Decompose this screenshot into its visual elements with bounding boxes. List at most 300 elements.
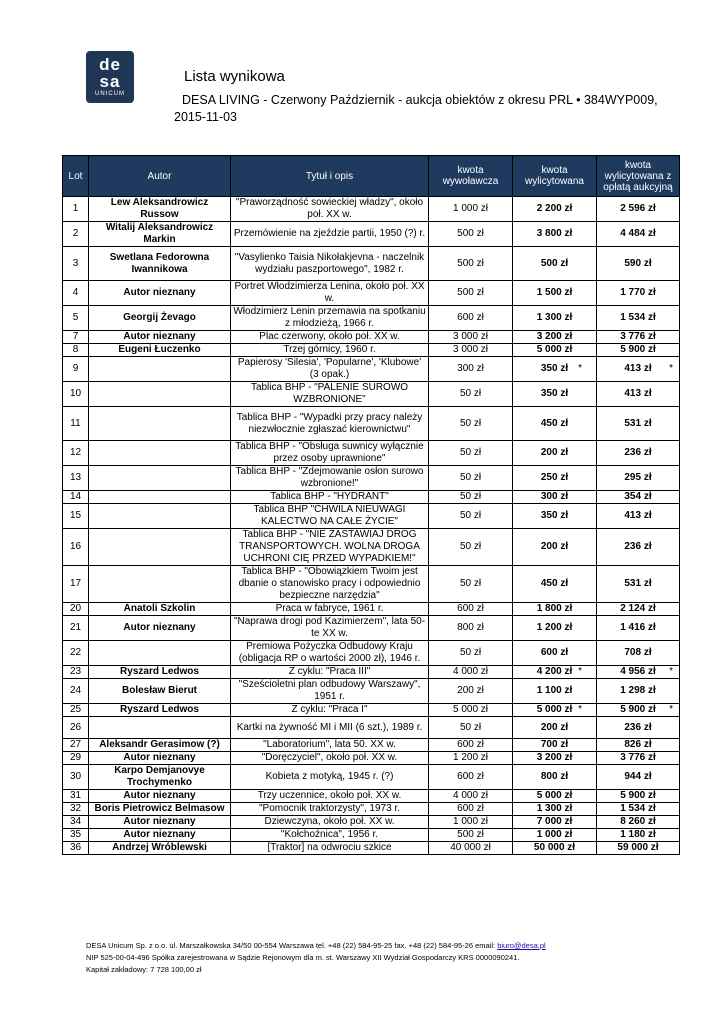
title-cell-text: Tablica BHP - "NIE ZASTAWIAJ DRÓG TRANSPORTOWYCH. WOLNA DROGA UCHRONI CIĘ PRZED WYPADKIEM!" <box>239 529 420 564</box>
author-cell <box>89 441 231 466</box>
start-price-cell <box>429 197 513 222</box>
start-price-cell <box>429 357 513 382</box>
lot-cell <box>63 803 89 816</box>
lot-cell-text: 16 <box>69 541 82 552</box>
table-row <box>63 679 680 704</box>
final-price-cell <box>597 247 680 281</box>
final-price-cell <box>597 816 680 829</box>
lot-cell <box>63 357 89 382</box>
lot-cell-text: 34 <box>69 816 82 827</box>
hammer-price-cell-text: 7 000 zł <box>536 816 573 827</box>
lot-cell-text: 13 <box>69 472 82 483</box>
hammer-price-cell-text: 2 200 zł <box>536 203 573 214</box>
final-price-cell-text: 295 zł <box>624 472 652 483</box>
author-cell <box>89 382 231 407</box>
title-cell-text: Kartki na żywność MI i MII (6 szt.), 1989 r. <box>236 721 423 733</box>
lot-cell-text: 27 <box>69 739 82 750</box>
column-header-lot: Lot <box>63 156 89 197</box>
start-price-cell-text: 3 000 zł <box>452 344 489 355</box>
final-price-cell-text: 236 zł <box>624 541 652 552</box>
title-cell-text: Portret Włodzimierza Lenina, około poł. XX w. <box>234 281 425 304</box>
start-price-cell-text: 1 000 zł <box>452 203 489 214</box>
table-row <box>63 247 680 281</box>
column-header-start-price: kwota wywoławcza <box>429 156 513 197</box>
hammer-price-cell-text: 350 zł <box>540 388 569 399</box>
start-price-cell-text: 600 zł <box>457 312 484 323</box>
author-cell-text: Autor nieznany <box>123 829 196 840</box>
author-cell <box>89 281 231 306</box>
title-cell-text: Papierosy 'Silesia', 'Popularne', 'Klubowe' (3 opak.) <box>237 357 422 380</box>
author-cell-text: Autor nieznany <box>123 752 196 763</box>
final-price-cell <box>597 752 680 765</box>
title-cell <box>231 641 429 666</box>
lot-cell <box>63 765 89 790</box>
final-price-cell <box>597 382 680 407</box>
title-cell-text: Tablica BHP - "Obowiązkiem Twoim jest dbanie o stanowisko pracy i odpowiednio bezpieczne narzędzia" <box>238 566 421 601</box>
author-cell-text: Autor nieznany <box>123 622 196 633</box>
author-cell <box>89 842 231 855</box>
table-row <box>63 765 680 790</box>
start-price-cell-text: 4 000 zł <box>452 666 489 677</box>
hammer-price-cell-text: 350 zł <box>540 510 569 521</box>
final-price-cell-text: 1 534 zł <box>620 803 656 814</box>
lot-cell <box>63 641 89 666</box>
hammer-price-cell <box>513 247 597 281</box>
lot-cell <box>63 529 89 566</box>
lot-cell <box>63 603 89 616</box>
hammer-price-cell <box>513 197 597 222</box>
start-price-cell-text: 50 zł <box>459 510 482 521</box>
author-cell <box>89 704 231 717</box>
hammer-price-cell <box>513 829 597 842</box>
hammer-price-cell-text: 200 zł <box>540 721 569 733</box>
author-cell <box>89 529 231 566</box>
start-price-cell-text: 50 zł <box>459 541 482 552</box>
lot-cell <box>63 197 89 222</box>
final-price-cell <box>597 842 680 855</box>
final-price-cell <box>597 344 680 357</box>
table-row <box>63 717 680 739</box>
final-price-cell-text: 59 000 zł <box>617 842 659 853</box>
title-cell <box>231 816 429 829</box>
author-cell <box>89 331 231 344</box>
hammer-price-cell <box>513 407 597 441</box>
author-cell <box>89 616 231 641</box>
hammer-price-cell-text: 250 zł <box>540 472 569 483</box>
author-cell <box>89 306 231 331</box>
lot-cell-text: 26 <box>69 721 82 733</box>
hammer-price-cell <box>513 357 597 382</box>
table-row <box>63 842 680 855</box>
start-price-cell <box>429 344 513 357</box>
start-price-cell <box>429 739 513 752</box>
hammer-price-cell <box>513 666 597 679</box>
hammer-price-cell-text: 1 100 zł <box>536 685 573 696</box>
final-price-cell-text: 8 260 zł <box>620 816 656 827</box>
final-price-cell-text: 413 zł <box>624 388 652 399</box>
start-price-cell-text: 500 zł <box>457 257 484 269</box>
table-row <box>63 466 680 491</box>
final-price-cell-text: 1 534 zł <box>620 312 656 323</box>
final-price-cell-text: 5 900 zł <box>620 790 656 801</box>
author-cell-text: Aleksandr Gerasimow (?) <box>99 739 220 750</box>
table-header-row <box>63 156 680 197</box>
title-cell <box>231 357 429 382</box>
hammer-price-cell-text: 500 zł <box>540 257 569 269</box>
start-price-cell <box>429 441 513 466</box>
start-price-cell <box>429 616 513 641</box>
logo-subtext: UNICUM <box>95 91 125 97</box>
final-price-cell-text: 5 900 zł <box>620 704 656 715</box>
hammer-price-cell <box>513 222 597 247</box>
final-price-cell <box>597 666 680 679</box>
final-price-cell <box>597 407 680 441</box>
start-price-cell-text: 1 200 zł <box>452 752 489 763</box>
final-price-cell <box>597 829 680 842</box>
lot-cell-text: 24 <box>69 685 82 696</box>
title-cell-text: "Kołchoźnica", 1956 r. <box>280 829 379 840</box>
hammer-price-cell-text: 3 200 zł <box>536 331 573 342</box>
start-price-cell <box>429 491 513 504</box>
final-price-cell <box>597 641 680 666</box>
lot-cell-text: 2 <box>72 228 79 239</box>
table-row <box>63 603 680 616</box>
hammer-price-cell-text: 5 000 zł <box>536 704 573 715</box>
start-price-cell-text: 1 000 zł <box>452 816 489 827</box>
author-cell <box>89 491 231 504</box>
hammer-price-cell-text: 450 zł <box>540 417 569 429</box>
column-header-title: Tytuł i opis <box>231 156 429 197</box>
footer <box>86 940 686 976</box>
title-cell-text: [Traktor] na odwrociu szkice <box>267 842 392 853</box>
lot-cell-text: 20 <box>69 603 82 614</box>
footer-address: DESA Unicum Sp. z o.o. ul. Marszałkowska 34/50 00-554 Warszawa tel. +48 (22) 584-95-25 fax. +48 (22) 584-95-26 email: <box>86 941 498 950</box>
title-cell-text: Dziewczyna, około poł. XX w. <box>264 816 395 827</box>
table-row <box>63 504 680 529</box>
table-row <box>63 281 680 306</box>
final-price-cell-text: 236 zł <box>624 447 652 458</box>
lot-cell-text: 4 <box>72 287 79 298</box>
author-cell-text: Autor nieznany <box>123 331 196 342</box>
author-cell <box>89 247 231 281</box>
lot-cell <box>63 616 89 641</box>
title-cell <box>231 441 429 466</box>
author-cell-text: Ryszard Ledwos <box>120 666 199 677</box>
title-cell <box>231 247 429 281</box>
lot-cell <box>63 666 89 679</box>
start-price-cell <box>429 765 513 790</box>
lot-cell-text: 15 <box>69 510 82 521</box>
start-price-cell <box>429 641 513 666</box>
start-price-cell-text: 200 zł <box>457 685 484 696</box>
lot-cell-text: 5 <box>72 312 79 323</box>
lot-cell <box>63 222 89 247</box>
start-price-cell-text: 50 zł <box>459 417 482 429</box>
start-price-cell-text: 50 zł <box>459 647 482 658</box>
lot-cell-text: 1 <box>72 203 79 214</box>
hammer-price-cell <box>513 765 597 790</box>
table-row <box>63 407 680 441</box>
hammer-price-cell <box>513 816 597 829</box>
start-price-cell <box>429 566 513 603</box>
lot-cell-text: 14 <box>69 491 82 502</box>
hammer-price-cell-text: 1 300 zł <box>536 312 573 323</box>
hammer-price-cell <box>513 641 597 666</box>
page-title: Lista wynikowa <box>184 68 285 85</box>
start-price-cell <box>429 281 513 306</box>
hammer-price-cell <box>513 842 597 855</box>
final-price-cell <box>597 197 680 222</box>
start-price-cell-text: 300 zł <box>457 363 484 374</box>
hammer-price-cell <box>513 466 597 491</box>
hammer-price-cell <box>513 752 597 765</box>
start-price-cell <box>429 247 513 281</box>
author-cell <box>89 407 231 441</box>
premium-marker: * <box>578 704 582 715</box>
final-price-cell <box>597 803 680 816</box>
hammer-price-cell-text: 300 zł <box>540 491 569 502</box>
final-price-cell <box>597 466 680 491</box>
title-cell <box>231 666 429 679</box>
hammer-price-cell <box>513 344 597 357</box>
hammer-price-cell-text: 3 200 zł <box>536 752 573 763</box>
title-cell-text: Premiowa Pożyczka Odbudowy Kraju (obligacja RP o wartości 2000 zł), 1946 r. <box>238 641 421 664</box>
author-cell <box>89 717 231 739</box>
title-cell-text: Trzy uczennice, około poł. XX w. <box>257 790 402 801</box>
lot-cell <box>63 491 89 504</box>
final-price-cell-text: 354 zł <box>624 491 652 502</box>
author-cell <box>89 739 231 752</box>
lot-cell <box>63 829 89 842</box>
hammer-price-cell <box>513 566 597 603</box>
title-cell-text: Tablica BHP "CHWILA NIEUWAGI KALECTWO NA CAŁE ŻYCIE" <box>253 504 406 527</box>
lot-cell-text: 32 <box>69 803 82 814</box>
author-cell <box>89 666 231 679</box>
final-price-cell-text: 236 zł <box>624 721 652 733</box>
author-cell <box>89 752 231 765</box>
start-price-cell <box>429 803 513 816</box>
title-cell-text: "Vasylienko Taisia Nikołakjevna - naczelnik wydziału paszportowego", 1982 r. <box>234 251 425 275</box>
final-price-cell <box>597 281 680 306</box>
table-row <box>63 666 680 679</box>
final-price-cell-text: 3 776 zł <box>620 331 656 342</box>
table-row <box>63 704 680 717</box>
title-cell-text: Z cyklu: "Praca III" <box>288 666 371 677</box>
author-cell-text: Witalij Aleksandrowicz Markin <box>105 222 214 245</box>
lot-cell <box>63 441 89 466</box>
results-table <box>62 155 680 855</box>
hammer-price-cell-text: 700 zł <box>540 739 569 750</box>
table-row <box>63 491 680 504</box>
title-cell <box>231 803 429 816</box>
footer-registration: NIP 525-00-04-496 Spółka zarejestrowana w Sądzie Rejonowym dla m. st. Warszawy XII Wydział Gospodarczy KRS 0000090241. <box>86 953 520 962</box>
author-cell-text: Autor nieznany <box>123 816 196 827</box>
lot-cell-text: 25 <box>69 704 82 715</box>
hammer-price-cell-text: 1 200 zł <box>536 622 573 633</box>
final-price-cell <box>597 790 680 803</box>
table-row <box>63 803 680 816</box>
title-cell <box>231 529 429 566</box>
final-price-cell-text: 531 zł <box>624 417 652 429</box>
start-price-cell <box>429 666 513 679</box>
hammer-price-cell-text: 5 000 zł <box>536 790 573 801</box>
title-cell <box>231 566 429 603</box>
lot-cell <box>63 306 89 331</box>
author-cell <box>89 344 231 357</box>
title-cell <box>231 679 429 704</box>
author-cell <box>89 803 231 816</box>
title-cell <box>231 466 429 491</box>
start-price-cell-text: 500 zł <box>457 829 484 840</box>
author-cell-text: Ryszard Ledwos <box>120 704 199 715</box>
title-cell <box>231 197 429 222</box>
final-price-cell-text: 1 180 zł <box>620 829 656 840</box>
page-subtitle: DESA LIVING - Czerwony Październik - aukcja obiektów z okresu PRL • 384WYP009, 2015-11-03 <box>174 93 658 124</box>
lot-cell <box>63 704 89 717</box>
title-cell-text: Przemówienie na zjeździe partii, 1950 (?) r. <box>233 228 426 239</box>
start-price-cell-text: 50 zł <box>459 721 482 733</box>
footer-email-link[interactable]: biuro@desa.pl <box>497 941 546 950</box>
title-cell <box>231 222 429 247</box>
author-cell-text: Boris Pietrowicz Belmasow <box>94 803 225 814</box>
start-price-cell-text: 600 zł <box>457 603 484 614</box>
lot-cell <box>63 344 89 357</box>
hammer-price-cell <box>513 441 597 466</box>
lot-cell-text: 36 <box>69 842 82 853</box>
author-cell-text: Andrzej Wróblewski <box>112 842 207 853</box>
start-price-cell <box>429 504 513 529</box>
lot-cell <box>63 331 89 344</box>
premium-marker: * <box>578 363 582 374</box>
title-cell-text: "Laboratorium", lata 50. XX w. <box>263 739 396 750</box>
lot-cell <box>63 281 89 306</box>
hammer-price-cell-text: 1 800 zł <box>536 603 573 614</box>
lot-cell <box>63 382 89 407</box>
title-cell-text: Włodzimierz Lenin przemawia na spotkaniu z młodzieżą, 1966 r. <box>233 306 426 329</box>
final-price-cell <box>597 704 680 717</box>
title-cell <box>231 752 429 765</box>
hammer-price-cell-text: 200 zł <box>540 447 569 458</box>
title-cell-text: Trzej górnicy, 1960 r. <box>283 344 376 355</box>
author-cell <box>89 222 231 247</box>
premium-marker: * <box>669 704 673 715</box>
title-cell <box>231 603 429 616</box>
title-cell-text: "Sześcioletni plan odbudowy Warszawy", 1951 r. <box>238 679 421 702</box>
final-price-cell-text: 708 zł <box>624 647 652 658</box>
lot-cell-text: 11 <box>70 417 81 429</box>
final-price-cell <box>597 306 680 331</box>
table-row <box>63 739 680 752</box>
table-row <box>63 616 680 641</box>
lot-cell <box>63 466 89 491</box>
final-price-cell-text: 2 596 zł <box>620 203 656 214</box>
hammer-price-cell <box>513 306 597 331</box>
column-header-final-price: kwota wylicytowana z opłatą aukcyjną <box>597 156 680 197</box>
start-price-cell-text: 5 000 zł <box>452 704 489 715</box>
hammer-price-cell <box>513 331 597 344</box>
start-price-cell <box>429 603 513 616</box>
lot-cell <box>63 566 89 603</box>
author-cell-text: Autor nieznany <box>123 287 196 298</box>
final-price-cell-text: 531 zł <box>624 578 652 589</box>
start-price-cell-text: 40 000 zł <box>450 842 491 853</box>
lot-cell <box>63 504 89 529</box>
author-cell-text: Karpo Demjanovye Trochymenko <box>114 765 205 788</box>
lot-cell <box>63 842 89 855</box>
author-cell <box>89 603 231 616</box>
start-price-cell <box>429 842 513 855</box>
start-price-cell-text: 600 zł <box>457 803 484 814</box>
lot-cell <box>63 679 89 704</box>
lot-cell-text: 23 <box>69 666 82 677</box>
table-row <box>63 641 680 666</box>
start-price-cell <box>429 382 513 407</box>
author-cell <box>89 790 231 803</box>
table-row <box>63 816 680 829</box>
hammer-price-cell-text: 450 zł <box>540 578 569 589</box>
final-price-cell <box>597 331 680 344</box>
title-cell-text: Tablica BHP - "PALENIE SUROWO WZBRONIONE" <box>250 382 409 405</box>
title-cell-text: "Praworządność sowieckiej władzy", około poł. XX w. <box>235 197 424 220</box>
title-cell-text: "Doręczyciel", około poł. XX w. <box>261 752 398 763</box>
title-cell <box>231 504 429 529</box>
final-price-cell <box>597 717 680 739</box>
author-cell <box>89 566 231 603</box>
final-price-cell-text: 4 956 zł <box>620 666 656 677</box>
title-cell <box>231 344 429 357</box>
start-price-cell <box>429 704 513 717</box>
title-cell <box>231 407 429 441</box>
start-price-cell-text: 4 000 zł <box>452 790 489 801</box>
author-cell <box>89 504 231 529</box>
start-price-cell <box>429 529 513 566</box>
title-cell <box>231 765 429 790</box>
title-cell-text: Praca w fabryce, 1961 r. <box>275 603 384 614</box>
column-header-author: Autor <box>89 156 231 197</box>
lot-cell <box>63 717 89 739</box>
hammer-price-cell <box>513 281 597 306</box>
final-price-cell-text: 1 770 zł <box>620 287 656 298</box>
final-price-cell <box>597 739 680 752</box>
final-price-cell <box>597 529 680 566</box>
lot-cell-text: 10 <box>69 388 82 399</box>
lot-cell-text: 21 <box>69 622 82 633</box>
hammer-price-cell-text: 200 zł <box>540 541 569 552</box>
title-cell-text: "Pomocnik traktorzysty", 1973 r. <box>258 803 401 814</box>
start-price-cell <box>429 331 513 344</box>
lot-cell-text: 29 <box>69 752 82 763</box>
start-price-cell-text: 500 zł <box>457 228 484 239</box>
lot-cell-text: 31 <box>69 790 82 801</box>
title-cell <box>231 491 429 504</box>
title-cell-text: Plac czerwony, około poł. XX w. <box>259 331 400 342</box>
title-cell-text: Tablica BHP - "Obsługa suwnicy wyłącznie przez osoby uprawnione" <box>235 441 424 464</box>
lot-cell <box>63 247 89 281</box>
table-row <box>63 829 680 842</box>
table-row <box>63 331 680 344</box>
hammer-price-cell-text: 3 800 zł <box>536 228 573 239</box>
table-row <box>63 382 680 407</box>
lot-cell <box>63 407 89 441</box>
table-row <box>63 357 680 382</box>
column-header-hammer-price: kwota wylicytowana <box>513 156 597 197</box>
author-cell-text: Anatoli Szkolin <box>123 603 196 614</box>
final-price-cell <box>597 441 680 466</box>
final-price-cell-text: 2 124 zł <box>620 603 656 614</box>
title-cell <box>231 331 429 344</box>
hammer-price-cell-text: 5 000 zł <box>536 344 573 355</box>
lot-cell <box>63 739 89 752</box>
